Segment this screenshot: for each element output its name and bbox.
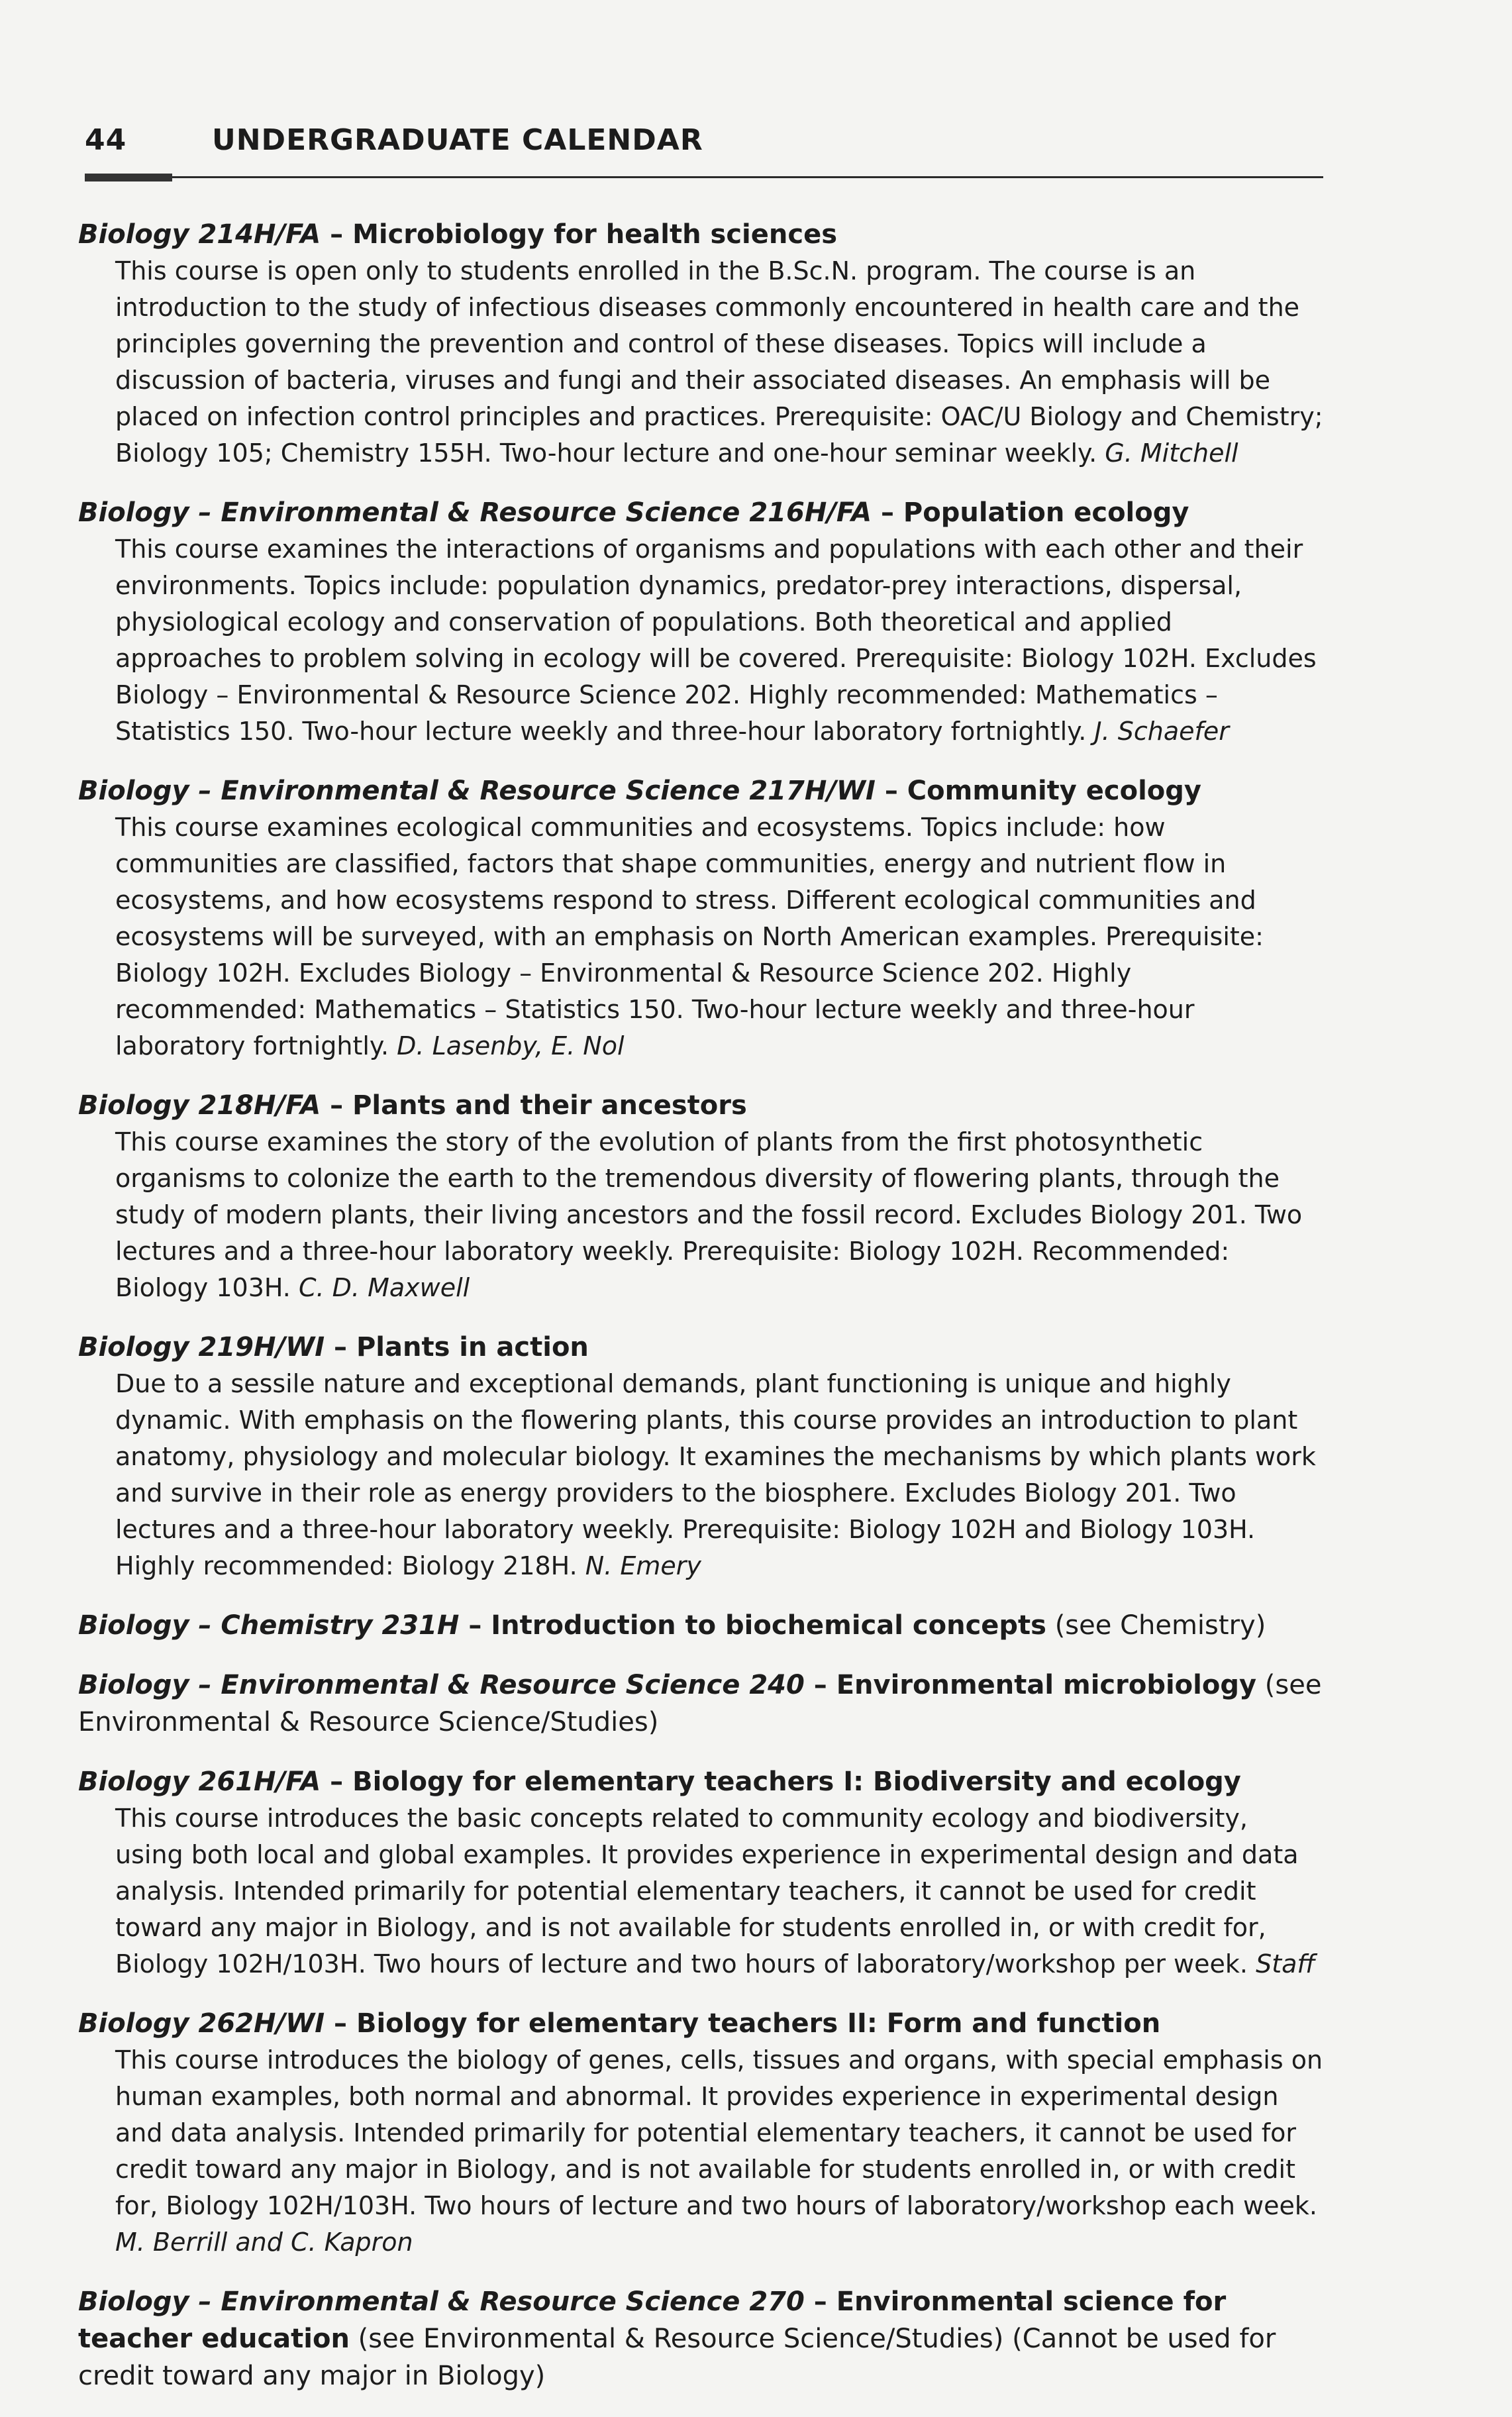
course-title: Introduction to biochemical concepts <box>491 1610 1046 1641</box>
course-title: Plants and their ancestors <box>352 1090 747 1121</box>
course-title: Environmental science for teacher education <box>78 2287 1227 2354</box>
course-title: Environmental microbiology <box>836 1670 1257 1700</box>
course-code: Biology – Chemistry 231H <box>78 1610 460 1641</box>
heading-separator: – <box>321 1090 353 1121</box>
course-entry <box>78 216 1323 472</box>
course-heading <box>78 1763 1323 1800</box>
course-code: Biology – Environmental & Resource Science 240 <box>78 1670 805 1700</box>
course-title: Biology for elementary teachers II: Form and function <box>356 2008 1161 2039</box>
header-title: UNDERGRADUATE CALENDAR <box>212 123 703 157</box>
course-code: Biology – Environmental & Resource Science 216H/FA <box>78 497 872 528</box>
heading-separator: – <box>321 219 353 250</box>
description-text: This course introduces the basic concepts related to community ecology and biodiversity, using both local and global examples. It provides experience in experimental design and data analysis. Intended primarily for potential elementary teachers, it cannot be used for credit toward any major in Biology, and is not available for students enrolled in, or with credit for, Biology 102H/103H. Two hours of lecture and two hours of laboratory/workshop per week. <box>115 1804 1299 1979</box>
description-text: This course examines the interactions of organisms and populations with each other and their environments. Topics include: population dynamics, predator-prey interactions, dispersal, physiological ecology and conservation of populations. Both theoretical and applied approaches to problem solving in ecology will be covered. Prerequisite: Biology 102H. Excludes Biology – Environmental & Resource Science 202. Highly recommended: Mathematics – Statistics 150. Two-hour lecture weekly and three-hour laboratory fortnightly. <box>115 535 1317 746</box>
description-text: This course is open only to students enrolled in the B.Sc.N. program. The course is an introduction to the study of infectious diseases commonly encountered in health care and the principles governing the prevention and control of these diseases. Topics will include a discussion of bacteria, viruses and fungi and their associated diseases. An emphasis will be placed on infection control principles and practices. Prerequisite: OAC/U Biology and Chemistry; Biology 105; Chemistry 155H. Two-hour lecture and one-hour seminar weekly. <box>115 256 1323 468</box>
course-heading <box>78 2283 1323 2394</box>
course-title: Microbiology for health sciences <box>352 219 838 250</box>
course-heading <box>78 1329 1323 1366</box>
header-rule <box>85 176 1323 178</box>
course-crossref <box>78 1607 1323 1644</box>
course-entry <box>78 1329 1323 1584</box>
course-entry <box>78 772 1323 1064</box>
course-description <box>115 2042 1323 2261</box>
course-instructor: C. D. Maxwell <box>298 1273 470 1302</box>
course-title: Community ecology <box>907 776 1201 806</box>
course-title: Biology for elementary teachers I: Biodiversity and ecology <box>352 1767 1241 1797</box>
course-code: Biology 261H/FA <box>78 1767 321 1797</box>
description-text: This course examines the story of the evolution of plants from the first photosynthetic organisms to colonize the earth to the tremendous diversity of flowering plants, through the study of modern plants, their living ancestors and the fossil record. Excludes Biology 201. Two lectures and a three-hour laboratory weekly. Prerequisite: Biology 102H. Recommended: Biology 103H. <box>115 1127 1303 1302</box>
course-instructor: J. Schaefer <box>1094 717 1229 746</box>
course-instructor: D. Lasenby, E. Nol <box>397 1031 625 1060</box>
course-description <box>115 1366 1323 1584</box>
course-instructor: Staff <box>1256 1949 1315 1979</box>
course-instructor: M. Berrill and C. Kapron <box>115 2228 413 2257</box>
crossref-note: (see Chemistry) <box>1046 1610 1266 1641</box>
course-entry <box>78 1763 1323 1982</box>
course-heading <box>78 772 1323 809</box>
course-code: Biology 219H/WI <box>78 1332 325 1363</box>
heading-separator: – <box>459 1610 491 1641</box>
course-crossref <box>78 2283 1323 2394</box>
course-title: Plants in action <box>356 1332 589 1363</box>
crossref-note: (see Environmental & Resource Science/Studies) <box>78 1670 1322 1737</box>
course-description <box>115 1124 1323 1306</box>
course-heading <box>78 1087 1323 1124</box>
course-instructor: N. Emery <box>585 1551 701 1580</box>
course-entry <box>78 494 1323 750</box>
heading-separator: – <box>325 1332 356 1363</box>
page-number: 44 <box>85 123 127 157</box>
course-title: Population ecology <box>903 497 1189 528</box>
course-list <box>78 216 1323 2417</box>
course-heading <box>78 2005 1323 2042</box>
course-heading <box>78 1667 1323 1741</box>
heading-separator: – <box>804 1670 836 1700</box>
heading-separator: – <box>325 2008 356 2039</box>
course-code: Biology – Environmental & Resource Science 270 <box>78 2287 805 2317</box>
page-header <box>85 123 1323 189</box>
course-description <box>115 253 1323 472</box>
course-heading <box>78 1607 1323 1644</box>
course-heading <box>78 216 1323 253</box>
course-code: Biology 262H/WI <box>78 2008 325 2039</box>
course-description <box>115 531 1323 750</box>
description-text: Due to a sessile nature and exceptional demands, plant functioning is unique and highly dynamic. With emphasis on the flowering plants, this course provides an introduction to plant anatomy, physiology and molecular biology. It examines the mechanisms by which plants work and survive in their role as energy providers to the biosphere. Excludes Biology 201. Two lectures and a three-hour laboratory weekly. Prerequisite: Biology 102H and Biology 103H. Highly recommended: Biology 218H. <box>115 1369 1316 1580</box>
course-description <box>115 809 1323 1064</box>
crossref-note: (see Environmental & Resource Science/Studies) (Cannot be used for credit toward any major in Biology) <box>78 2324 1276 2391</box>
description-text: This course examines ecological communities and ecosystems. Topics include: how communities are classified, factors that shape communities, energy and nutrient flow in ecosystems, and how ecosystems respond to stress. Different ecological communities and ecosystems will be surveyed, with an emphasis on North American examples. Prerequisite: Biology 102H. Excludes Biology – Environmental & Resource Science 202. Highly recommended: Mathematics – Statistics 150. Two-hour lecture weekly and three-hour laboratory fortnightly. <box>115 813 1264 1060</box>
heading-separator: – <box>875 776 907 806</box>
heading-separator: – <box>321 1767 353 1797</box>
description-text: This course introduces the biology of genes, cells, tissues and organs, with special emphasis on human examples, both normal and abnormal. It provides experience in experimental design and data analysis. Intended primarily for potential elementary teachers, it cannot be used for credit toward any major in Biology, and is not available for students enrolled in, or with credit for, Biology 102H/103H. Two hours of lecture and two hours of laboratory/workshop each week. <box>115 2045 1323 2220</box>
course-entry <box>78 2005 1323 2261</box>
course-code: Biology 214H/FA <box>78 219 321 250</box>
course-entry <box>78 1087 1323 1306</box>
course-crossref <box>78 1667 1323 1741</box>
course-code: Biology 218H/FA <box>78 1090 321 1121</box>
course-description <box>115 1800 1323 1982</box>
header-bar <box>85 174 172 181</box>
course-instructor: G. Mitchell <box>1105 438 1238 468</box>
heading-separator: – <box>872 497 903 528</box>
heading-separator: – <box>804 2287 836 2317</box>
course-code: Biology – Environmental & Resource Science 217H/WI <box>78 776 876 806</box>
course-heading <box>78 494 1323 531</box>
